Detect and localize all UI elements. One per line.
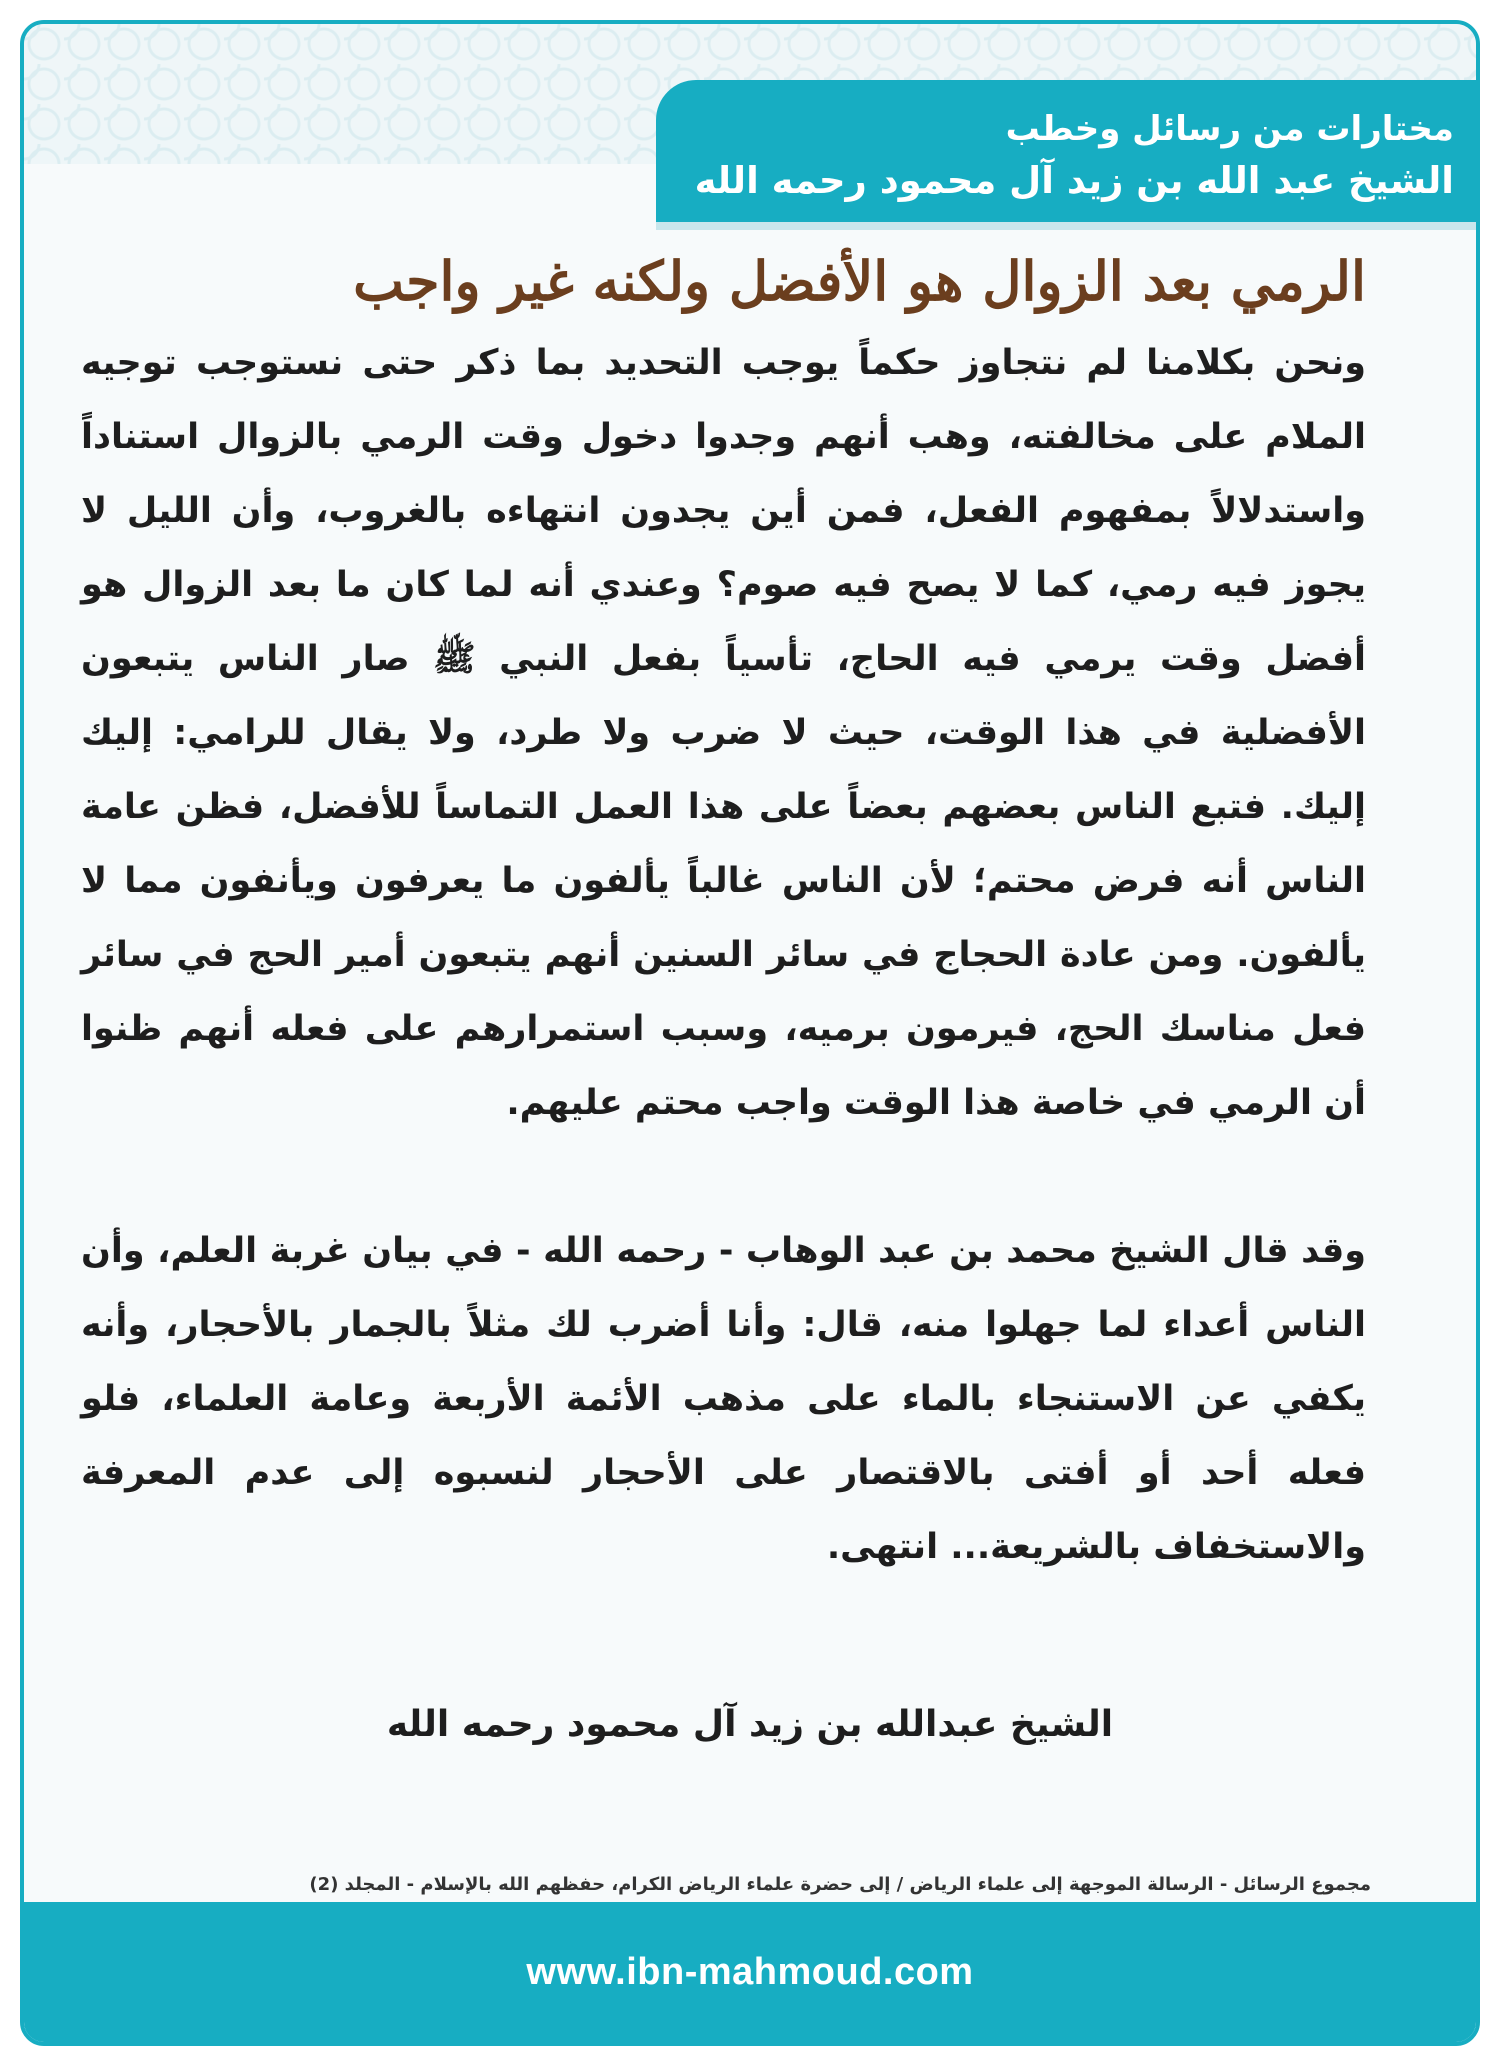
article-body <box>81 326 1366 1584</box>
page-frame <box>20 20 1480 2046</box>
footer-bar <box>24 1902 1476 2042</box>
article-title: الرمي بعد الزوال هو الأفضل ولكنه غير واجب <box>353 249 1366 313</box>
header-banner <box>656 80 1476 230</box>
signature: الشيخ عبدالله بن زيد آل محمود رحمه الله <box>386 1704 1114 1745</box>
body-paragraph-2: وقد قال الشيخ محمد بن عبد الوهاب - رحمه الله - في بيان غربة العلم، وأن الناس أعداء لما جهلوا منه، قال: وأنا أضرب لك مثلاً بالجمار بالأحجار، وأنه يكفي عن الاستنجاء بالماء على مذهب الأئمة الأربعة وعامة العلماء، فلو فعله أحد أو أفتى بالاقتصار على الأحجار لنسبوه إلى عدم المعرفة والاستخفاف بالشريعة... انتهى. <box>81 1231 1366 1567</box>
header-author: الشيخ عبد الله بن زيد آل محمود رحمه الله <box>694 159 1454 202</box>
header-series-title: مختارات من رسائل وخطب <box>1005 109 1454 149</box>
source-citation: مجموع الرسائل - الرسالة الموجهة إلى علماء الرياض / إلى حضرة علماء الرياض الكرام، حفظهم الله بالإسلام - المجلد (2) <box>309 1874 1371 1895</box>
website-link[interactable]: www.ibn-mahmoud.com <box>526 1950 974 1993</box>
body-paragraph-1: ونحن بكلامنا لم نتجاوز حكماً يوجب التحديد بما ذكر حتى نستوجب توجيه الملام على مخالفته، وهب أنهم وجدوا دخول وقت الرمي بالزوال استناداً واستدلالاً بمفهوم الفعل، فمن أين يجدون انتهاءه بالغروب، وأن الليل لا يجوز فيه رمي، كما لا يصح فيه صوم؟ وعندي أنه لما كان ما بعد الزوال هو أفضل وقت يرمي فيه الحاج، تأسياً بفعل النبي ﷺ صار الناس يتبعون الأفضلية في هذا الوقت، حيث لا ضرب ولا طرد، ولا يقال للرامي: إليك إليك. فتبع الناس بعضهم بعضاً على هذا العمل التماساً للأفضل، فظن عامة الناس أنه فرض محتم؛ لأن الناس غالباً يألفون ما يعرفون ويأنفون مما لا يألفون. ومن عادة الحجاج في سائر السنين أنهم يتبعون أمير الحج في سائر فعل مناسك الحج، فيرمون برميه، وسبب استمرارهم على فعله أنهم ظنوا أن الرمي في خاصة هذا الوقت واجب محتم عليهم. <box>81 343 1366 1123</box>
